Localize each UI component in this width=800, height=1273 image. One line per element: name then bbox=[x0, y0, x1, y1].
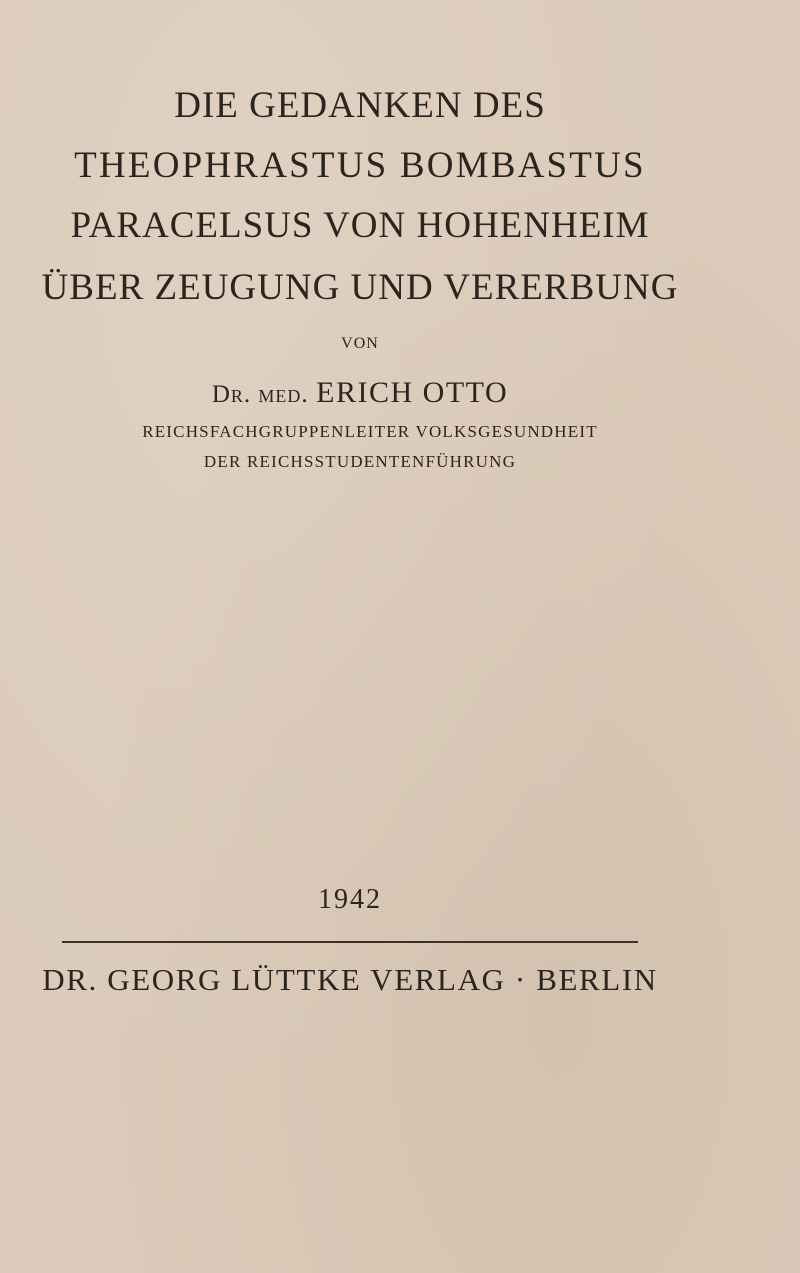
title-line-2: THEOPHRASTUS BOMBASTUS bbox=[74, 145, 646, 186]
author-honorific: Dr. med. bbox=[211, 381, 309, 408]
title-line-4: ÜBER ZEUGUNG UND VERERBUNG bbox=[41, 267, 679, 308]
affiliation-line-1: REICHSFACHGRUPPENLEITER VOLKSGESUNDHEIT bbox=[142, 422, 598, 441]
author-name: ERICH OTTO bbox=[316, 376, 509, 409]
divider-rule bbox=[62, 941, 638, 943]
publication-year: 1942 bbox=[318, 884, 382, 915]
by-label: VON bbox=[341, 335, 379, 352]
title-line-3: PARACELSUS VON HOHENHEIM bbox=[70, 205, 650, 246]
publisher: DR. GEORG LÜTTKE VERLAG · BERLIN bbox=[42, 962, 658, 997]
author bbox=[0, 376, 720, 410]
title-line-1: DIE GEDANKEN DES bbox=[174, 85, 546, 126]
affiliation-line-2: DER REICHSSTUDENTENFÜHRUNG bbox=[203, 452, 517, 471]
